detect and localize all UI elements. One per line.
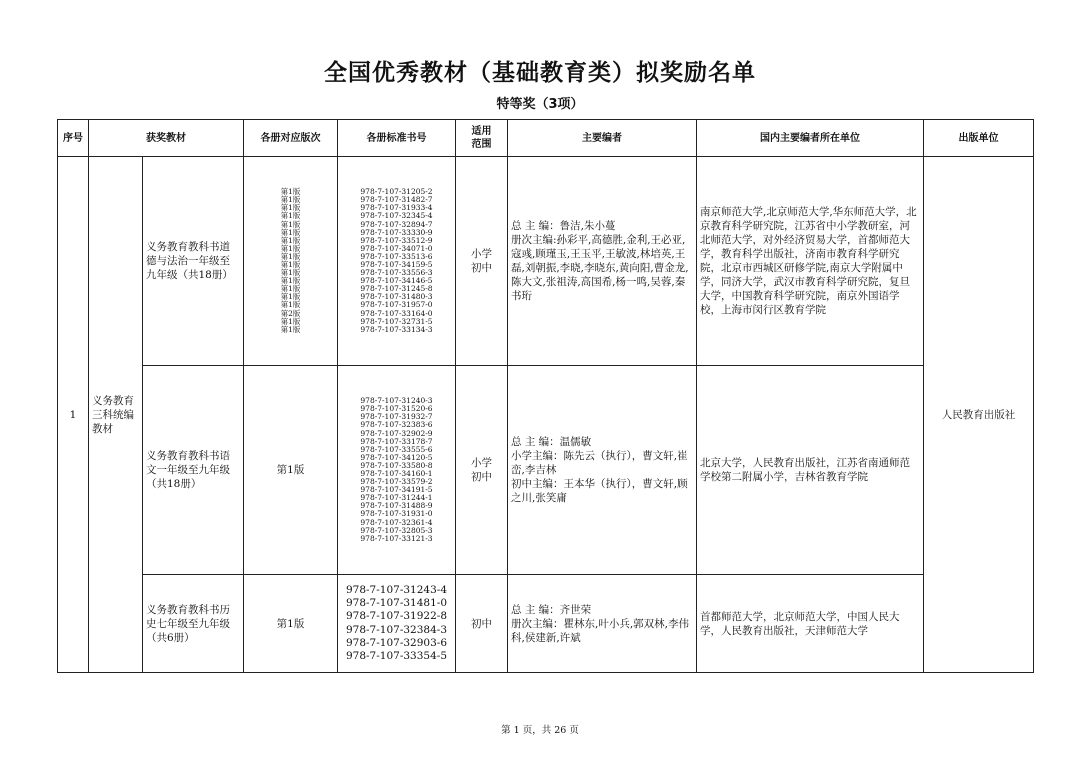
isbn-item: 978-7-107-31482-7 [360, 195, 433, 205]
edition-item: 第1版 [280, 284, 301, 294]
table-row [58, 157, 1034, 366]
isbn-item: 978-7-107-31481-0 [345, 596, 448, 609]
isbn-item: 978-7-107-32361-4 [360, 517, 433, 527]
edition-cell: 第1版 [244, 575, 338, 673]
isbn-item: 978-7-107-31205-2 [360, 187, 433, 197]
header-publisher: 出版单位 [924, 120, 1034, 157]
isbn-item: 978-7-107-33513-6 [360, 251, 433, 261]
isbn-item: 978-7-107-33134-3 [360, 324, 433, 334]
group-index: 1 [58, 157, 89, 673]
page-title: 全国优秀教材（基础教育类）拟奖励名单 [324, 60, 756, 86]
isbn-item: 978-7-107-31245-8 [360, 284, 433, 294]
edition-item: 第1版 [280, 316, 301, 326]
header-units: 国内主要编者所在单位 [697, 120, 924, 157]
edition-item: 第1版 [280, 227, 301, 237]
header-isbn: 各册标准书号 [338, 120, 456, 157]
table-header-row [58, 120, 1034, 157]
isbn-item: 978-7-107-31480-3 [360, 292, 433, 302]
isbn-item: 978-7-107-33579-2 [360, 477, 433, 487]
isbn-list [338, 575, 456, 673]
isbn-item: 978-7-107-33330-9 [360, 227, 433, 237]
scope-cell: 小学 初中 [456, 157, 508, 366]
units-cell: 北京大学，人民教育出版社，江苏省南通师范学校第二附属小学，吉林省教育学院 [697, 366, 924, 575]
isbn-item: 978-7-107-32805-3 [360, 525, 433, 535]
material-title: 义务教育教科书语文一年级至九年级（共18册） [143, 366, 244, 575]
isbn-item: 978-7-107-33556-3 [360, 268, 433, 278]
edition-item: 第2版 [280, 308, 301, 318]
header-edition: 各册对应版次 [244, 120, 338, 157]
isbn-item: 978-7-107-32383-6 [360, 420, 433, 430]
isbn-item: 978-7-107-31933-4 [360, 203, 433, 213]
edition-list [244, 157, 338, 366]
isbn-item: 978-7-107-31240-3 [360, 396, 433, 406]
editors-cell: 总 主 编：温儒敏 小学主编：陈先云（执行），曹文轩,崔峦,李吉林 初中主编：王本华（执行），曹文轩,顾之川,张笑庸 [508, 366, 697, 575]
isbn-item: 978-7-107-32345-4 [360, 211, 433, 221]
isbn-item: 978-7-107-33121-3 [360, 533, 433, 543]
isbn-item: 978-7-107-34191-5 [360, 485, 433, 495]
edition-item: 第1版 [280, 235, 301, 245]
edition-item: 第1版 [280, 187, 301, 197]
edition-item: 第1版 [280, 211, 301, 221]
scope-cell: 初中 [456, 575, 508, 673]
isbn-item: 978-7-107-33512-9 [360, 235, 433, 245]
isbn-item: 978-7-107-32902-9 [360, 428, 433, 438]
isbn-item: 978-7-107-33354-5 [345, 650, 448, 663]
isbn-item: 978-7-107-33580-8 [360, 460, 433, 470]
edition-item: 第1版 [280, 219, 301, 229]
edition-item: 第1版 [280, 324, 301, 334]
edition-item: 第1版 [280, 276, 301, 286]
edition-item: 第1版 [280, 260, 301, 269]
isbn-list [338, 366, 456, 575]
isbn-item: 978-7-107-31244-1 [360, 493, 433, 503]
header-editors: 主要编者 [508, 120, 697, 157]
isbn-item: 978-7-107-33555-6 [360, 444, 433, 454]
group-name: 义务教育 三科统编 教材 [89, 157, 143, 673]
edition-item: 第1版 [280, 195, 301, 205]
header-index: 序号 [58, 120, 89, 157]
publisher-cell: 人民教育出版社 [924, 157, 1034, 673]
edition-item: 第1版 [280, 203, 301, 213]
isbn-item: 978-7-107-34159-5 [360, 260, 433, 269]
edition-item: 第1版 [280, 300, 301, 310]
edition-item: 第1版 [280, 251, 301, 261]
scope-cell: 小学 初中 [456, 366, 508, 575]
edition-item: 第1版 [280, 243, 301, 253]
isbn-item: 978-7-107-32384-3 [345, 623, 448, 636]
isbn-item: 978-7-107-31931-0 [360, 509, 433, 519]
isbn-item: 978-7-107-34071-0 [360, 243, 433, 253]
isbn-item: 978-7-107-34160-1 [360, 469, 433, 478]
isbn-item: 978-7-107-32894-7 [360, 219, 433, 229]
isbn-item: 978-7-107-31243-4 [345, 583, 448, 596]
isbn-item: 978-7-107-31922-8 [345, 610, 448, 623]
edition-item: 第1版 [280, 268, 301, 278]
isbn-item: 978-7-107-31520-6 [360, 404, 433, 414]
table-row [58, 575, 1034, 673]
page-footer: 第 1 页，共 26 页 [501, 725, 579, 736]
isbn-item: 978-7-107-34146-5 [360, 276, 433, 286]
isbn-item: 978-7-107-31932-7 [360, 412, 433, 422]
award-table [57, 119, 1034, 673]
header-scope: 适用 范围 [456, 120, 508, 157]
isbn-item: 978-7-107-33178-7 [360, 436, 433, 446]
isbn-item: 978-7-107-31488-9 [360, 501, 433, 511]
isbn-item: 978-7-107-32903-6 [345, 636, 448, 649]
units-cell: 南京师范大学,北京师范大学,华东师范大学，北京教育科学研究院，江苏省中小学教研室，河北师范大学，对外经济贸易大学，首都师范大学，教育科学出版社，济南市教育科学研究院，北京市西城区研修学院,南京大学附属中学，同济大学，武汉市教育科学研究院，复旦大学，中国教育科学研究院，南京外国语学校，上海市闵行区教育学院 [697, 157, 924, 366]
material-title: 义务教育教科书道德与法治一年级至九年级（共18册） [143, 157, 244, 366]
isbn-list [338, 157, 456, 366]
editors-cell: 总 主 编：齐世荣 册次主编：瞿林东,叶小兵,郭双林,李伟科,侯建新,许斌 [508, 575, 697, 673]
edition-item: 第1版 [280, 292, 301, 302]
edition-cell: 第1版 [244, 366, 338, 575]
isbn-item: 978-7-107-34120-5 [360, 452, 433, 462]
units-cell: 首都师范大学，北京师范大学，中国人民大学，人民教育出版社，天津师范大学 [697, 575, 924, 673]
material-title: 义务教育教科书历史七年级至九年级（共6册） [143, 575, 244, 673]
isbn-item: 978-7-107-32731-5 [360, 316, 433, 326]
page-subtitle: 特等奖（3项） [496, 97, 584, 112]
editors-cell: 总 主 编：鲁洁,朱小蔓 册次主编:孙彩平,高德胜,金利,王必亚,寇彧,顾瑾玉,王玉平,王敏波,林培英,王磊,刘朝振,李晓,李晓东,黄向阳,曹金龙,陈大文,张祖涛,高国希,杨一鸣,吴蓉,秦书珩 [508, 157, 697, 366]
header-material: 获奖教材 [89, 120, 244, 157]
table-row [58, 366, 1034, 575]
isbn-item: 978-7-107-31957-0 [360, 300, 433, 310]
isbn-item: 978-7-107-33164-0 [360, 308, 433, 318]
